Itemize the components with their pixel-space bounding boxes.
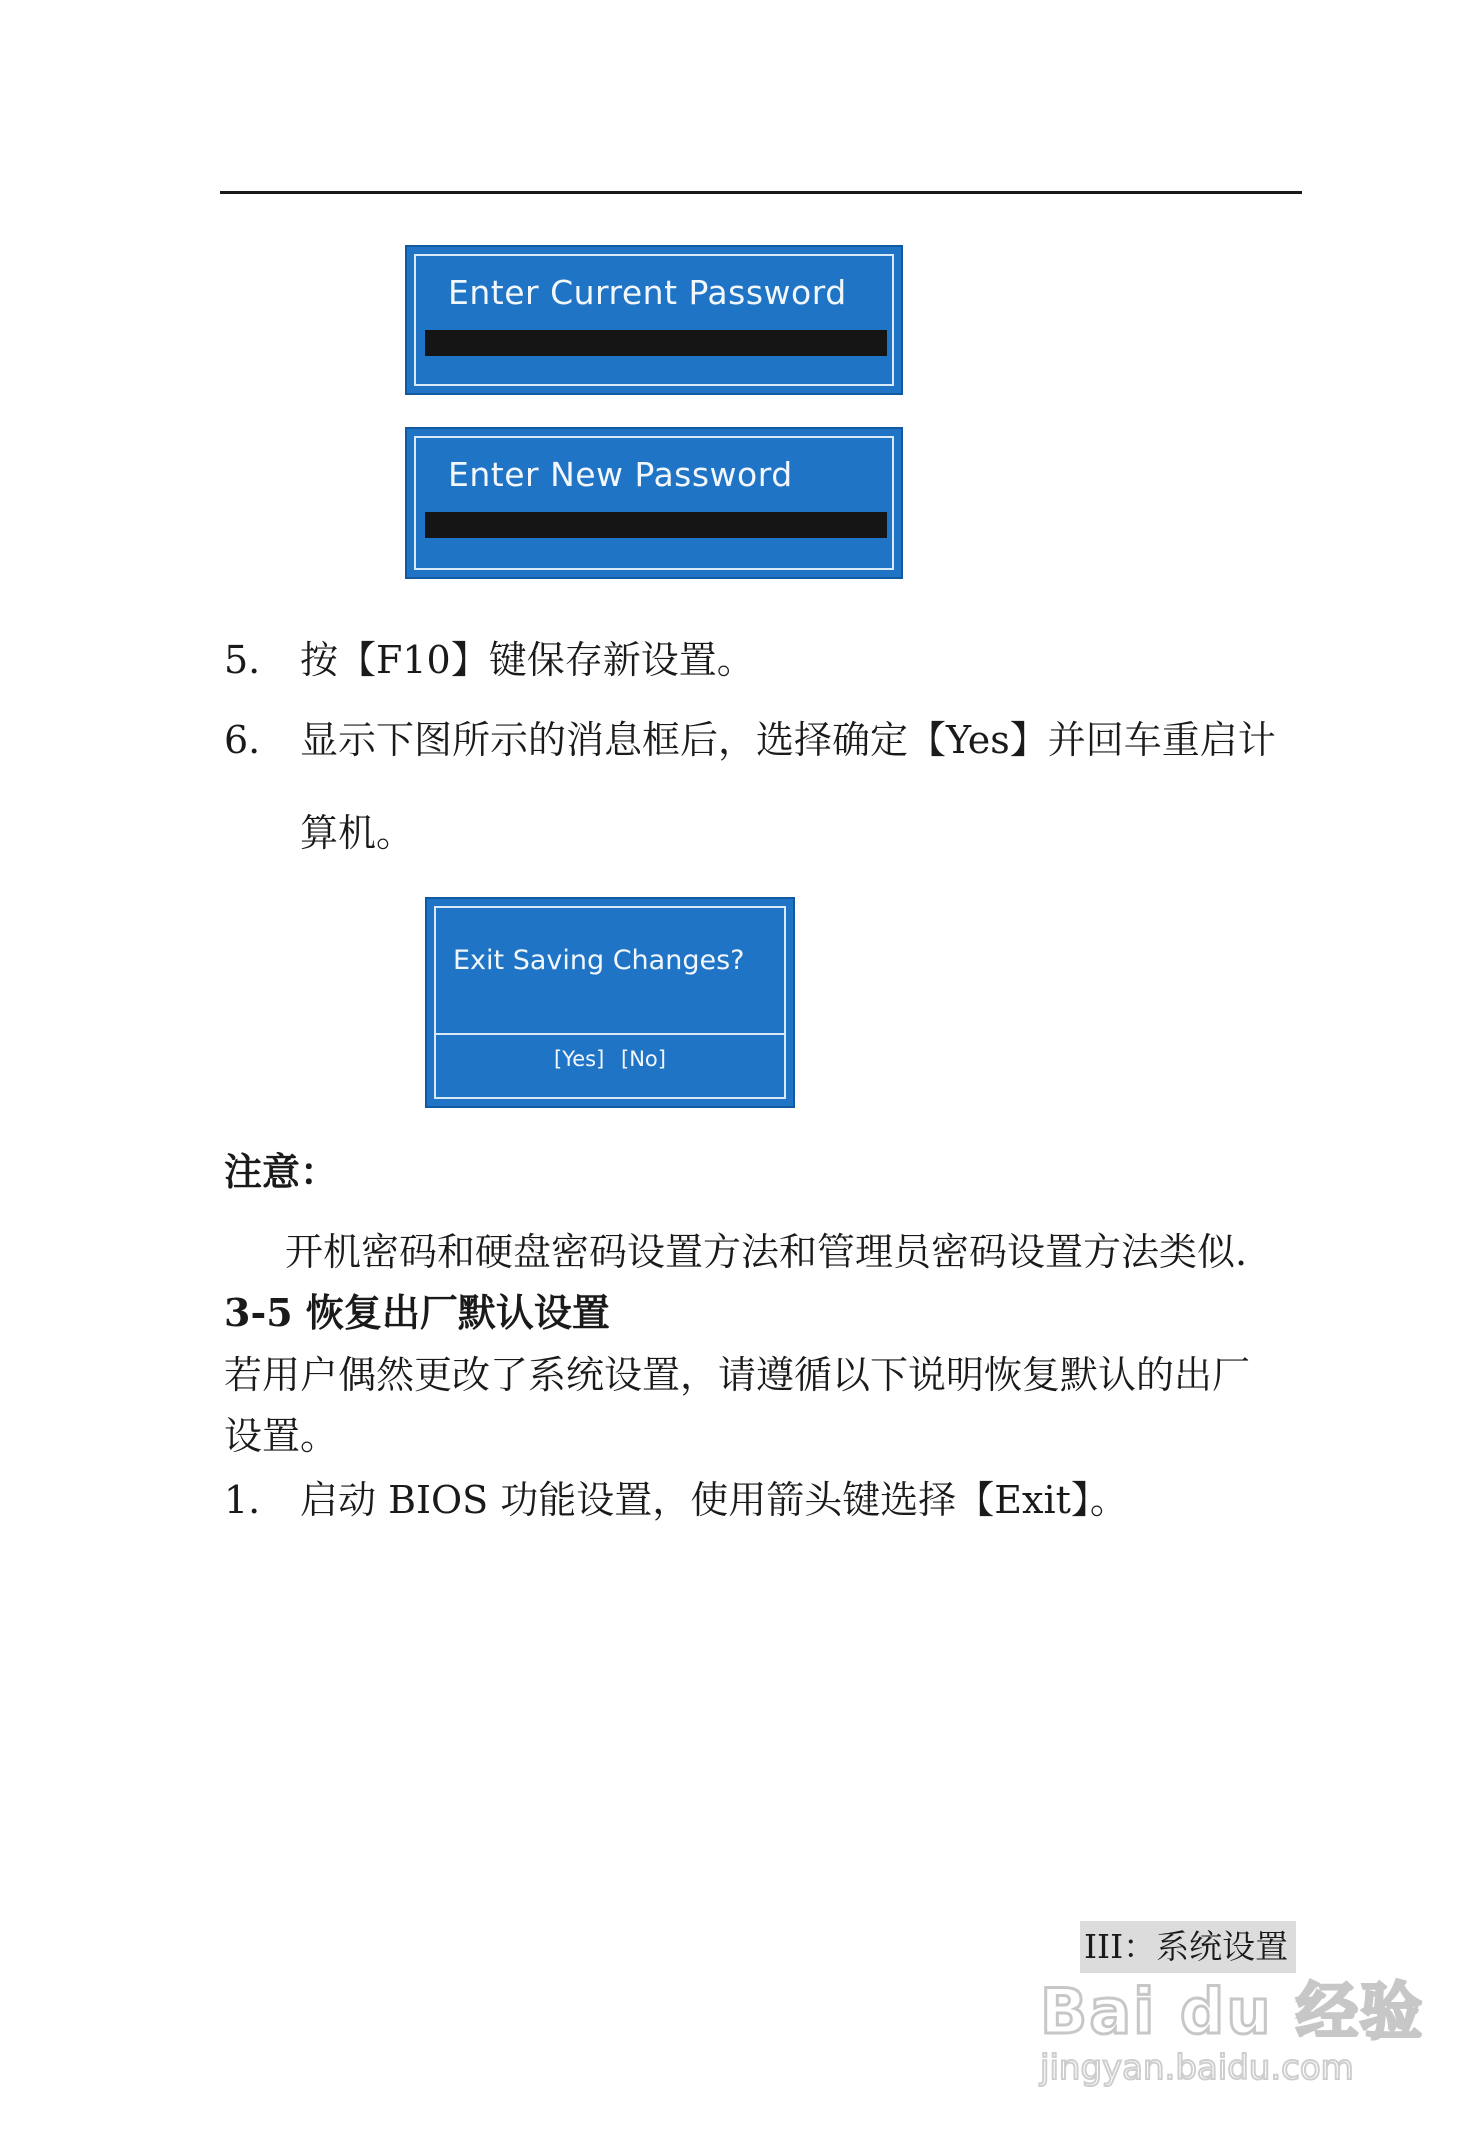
note-text: 开机密码和硬盘密码设置方法和管理员密码设置方法类似. [285, 1230, 1248, 1274]
section-intro-line1: 若用户偶然更改了系统设置，请遵循以下说明恢复默认的出厂 [224, 1353, 1251, 1397]
current-password-dialog [405, 245, 903, 395]
watermark-url: jingyan.baidu.com [1040, 2048, 1354, 2088]
section-heading: 3-5 恢复出厂默认设置 [224, 1290, 610, 1335]
section-intro-line2: 设置。 [224, 1414, 339, 1458]
yes-option[interactable]: [Yes] [554, 1047, 605, 1071]
section-step-1-text: 启动 BIOS 功能设置，使用箭头键选择【Exit】。 [300, 1478, 1128, 1522]
step-6-text-line1: 显示下图所示的消息框后，选择确定【Yes】并回车重启计 [300, 718, 1276, 762]
exit-saving-dialog [425, 897, 795, 1108]
step-5-number: 5. [224, 638, 261, 682]
new-password-title: Enter New Password [448, 455, 793, 494]
current-password-title: Enter Current Password [448, 273, 847, 312]
new-password-dialog [405, 427, 903, 579]
new-password-input[interactable] [425, 512, 887, 538]
dialog-divider [436, 1033, 784, 1035]
chapter-footer: III：系统设置 [1080, 1921, 1296, 1973]
exit-options [427, 1047, 793, 1071]
step-5-text: 按【F10】键保存新设置。 [300, 638, 755, 682]
no-option[interactable]: [No] [621, 1047, 666, 1071]
note-heading: 注意： [224, 1149, 339, 1194]
exit-question-text: Exit Saving Changes? [453, 945, 745, 976]
baidu-watermark [1040, 1962, 1425, 2102]
current-password-input[interactable] [425, 330, 887, 356]
step-6-number: 6. [224, 718, 261, 762]
watermark-logo: Bai du 经验 [1040, 1975, 1425, 2048]
step-6-text-line2: 算机。 [300, 811, 415, 855]
section-step-1-number: 1. [224, 1478, 261, 1522]
header-rule [220, 191, 1302, 194]
